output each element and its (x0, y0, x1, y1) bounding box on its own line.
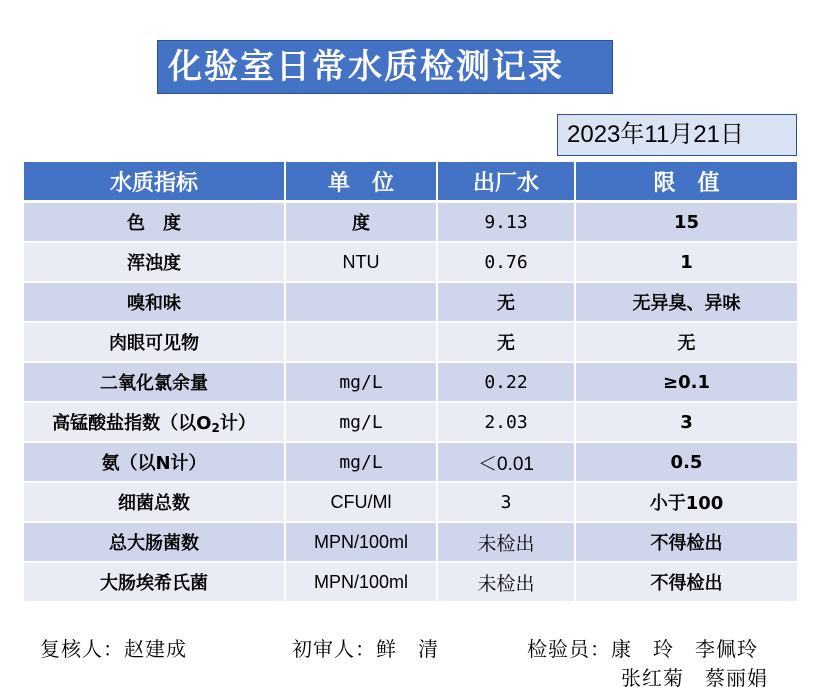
indicator-name: 氨（以N计） (24, 443, 286, 483)
table-row (24, 523, 797, 563)
limit-value: ≥0.1 (576, 363, 797, 403)
unit-value: mg/L (286, 403, 438, 443)
indicator-name-pre: 高锰酸盐指数（以O (52, 413, 212, 434)
page-title: 化验室日常水质检测记录 (157, 40, 613, 94)
indicator-name-post: 计） (219, 413, 256, 434)
limit-value: 1 (576, 243, 797, 283)
table-row (24, 323, 797, 363)
unit-value: CFU/Ml (286, 483, 438, 523)
indicator-name: 总大肠菌数 (24, 523, 286, 563)
indicator-name: 大肠埃希氏菌 (24, 563, 286, 603)
table-row (24, 563, 797, 603)
water-quality-table (24, 162, 797, 603)
table-header-row (24, 162, 797, 203)
table-row (24, 243, 797, 283)
first-reviewer-signature: 初审人：鲜 清 (292, 637, 439, 661)
subscript-two: 2 (211, 421, 220, 435)
unit-value: NTU (286, 243, 438, 283)
limit-value: 无异臭、异味 (576, 283, 797, 323)
outlet-value: 无 (438, 283, 576, 323)
limit-value: 不得检出 (576, 523, 797, 563)
limit-value: 无 (576, 323, 797, 363)
limit-value: 15 (576, 203, 797, 243)
unit-value (286, 323, 438, 363)
indicator-name: 浑浊度 (24, 243, 286, 283)
unit-value: mg/L (286, 443, 438, 483)
outlet-value: 3 (438, 483, 576, 523)
indicator-name (24, 403, 286, 443)
unit-value (286, 283, 438, 323)
outlet-value: 0.22 (438, 363, 576, 403)
table-row (24, 443, 797, 483)
indicator-name: 嗅和味 (24, 283, 286, 323)
outlet-value: 无 (438, 323, 576, 363)
outlet-value: 0.76 (438, 243, 576, 283)
header-outlet-water: 出厂水 (438, 162, 576, 203)
limit-value: 3 (576, 403, 797, 443)
indicator-name: 二氧化氯余量 (24, 363, 286, 403)
inspectors-line-2: 张红菊 蔡丽娟 (621, 666, 768, 690)
header-indicator: 水质指标 (24, 162, 286, 203)
outlet-value: 未检出 (438, 523, 576, 563)
table-row (24, 283, 797, 323)
table-row (24, 403, 797, 443)
header-unit: 单 位 (286, 162, 438, 203)
table-row (24, 363, 797, 403)
table-row (24, 203, 797, 243)
limit-value: 不得检出 (576, 563, 797, 603)
indicator-name: 细菌总数 (24, 483, 286, 523)
unit-value: MPN/100ml (286, 523, 438, 563)
limit-value: 0.5 (576, 443, 797, 483)
table-row (24, 483, 797, 523)
header-limit: 限 值 (576, 162, 797, 203)
indicator-name: 肉眼可见物 (24, 323, 286, 363)
unit-value: MPN/100ml (286, 563, 438, 603)
reviewer-signature: 复核人：赵建成 (40, 637, 187, 661)
outlet-value: ＜0.01 (438, 443, 576, 483)
record-date: 2023年11月21日 (557, 114, 797, 156)
outlet-value: 未检出 (438, 563, 576, 603)
outlet-value: 2.03 (438, 403, 576, 443)
inspectors-line-1: 检验员：康 玲 李佩玲 (527, 637, 758, 661)
unit-value: 度 (286, 203, 438, 243)
limit-value: 小于100 (576, 483, 797, 523)
outlet-value: 9.13 (438, 203, 576, 243)
unit-value: mg/L (286, 363, 438, 403)
indicator-name: 色 度 (24, 203, 286, 243)
